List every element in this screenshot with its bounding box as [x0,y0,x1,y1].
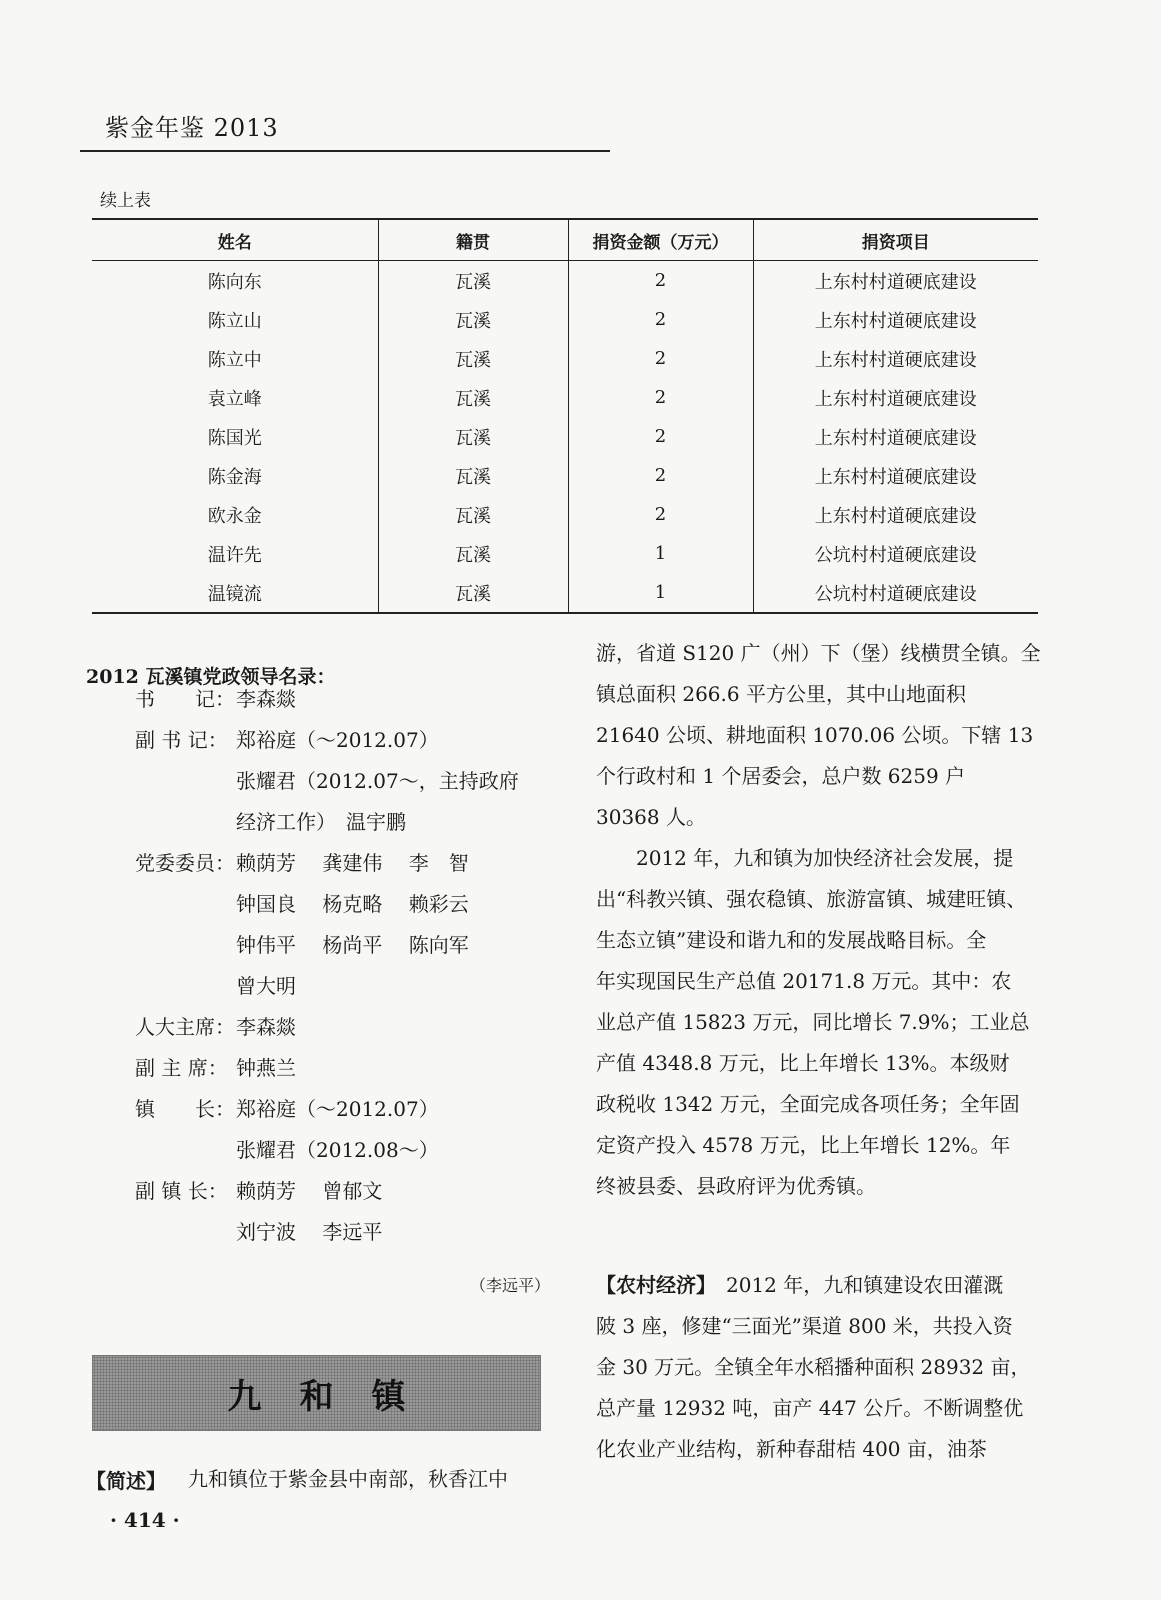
rural-line: 总产量 12932 吨，亩产 447 公斤。不断调整优 [596,1396,1024,1420]
table-row [92,300,1038,339]
table-row [92,378,1038,417]
donation-table [92,218,1038,614]
header-rule [80,150,610,152]
leader-names: 曾大明 [236,974,296,998]
overview-line: 镇总面积 266.6 平方公里，其中山地面积 [596,682,966,706]
cell-origin: 瓦溪 [378,300,568,339]
overview-line: 个行政村和 1 个居委会，总户数 6259 户 [596,764,966,788]
leader-names: 钟燕兰 [236,1056,296,1080]
table-row [92,339,1038,378]
leader-role: 副 书 记： [135,728,228,752]
cell-origin: 瓦溪 [378,378,568,417]
cell-name: 陈向东 [207,271,262,293]
overview-line: 游，省道 S120 广（州）下（堡）线横贯全镇。全 [596,641,1041,665]
table-row [92,573,1038,613]
leader-role: 人大主席： [135,1015,235,1039]
cell-origin: 瓦溪 [378,573,568,613]
table-row [92,495,1038,534]
leader-names: 郑裕庭（～2012.07） [236,1097,439,1121]
development-line: 年实现国民生产总值 20171.8 万元。其中：农 [596,969,1012,993]
rural-line: 金 30 万元。全镇全年水稻播种面积 28932 亩， [596,1355,1031,1379]
development-line: 定资产投入 4578 万元，比上年增长 12%。年 [596,1133,1011,1157]
cell-name: 陈国光 [207,427,262,449]
cell-amount: 2 [568,300,753,339]
leader-names: 郑裕庭（～2012.07） [236,728,439,752]
cell-project: 上东村村道硬底建设 [753,261,1038,301]
cell-name: 欧永金 [207,505,262,527]
leader-names: 钟国良 杨克略 赖彩云 [236,892,469,916]
cell-amount: 2 [568,339,753,378]
development-line: 终被县委、县政府评为优秀镇。 [596,1174,876,1198]
table-row [92,417,1038,456]
cell-name: 温镜流 [92,573,378,613]
cell-name: 陈金海 [207,466,262,488]
column-header-project: 捐资项目 [753,219,1038,261]
rural-economy-paragraph [596,1265,1058,1470]
cell-origin: 瓦溪 [378,456,568,495]
cell-project: 上东村村道硬底建设 [753,300,1038,339]
rural-first-line [596,1265,1058,1306]
leader-names: 钟伟平 杨尚平 陈向军 [236,933,469,957]
leader-names: 赖荫芳 曾郁文 [236,1179,383,1203]
cell-project: 上东村村道硬底建设 [753,456,1038,495]
rural-line: 陂 3 座，修建“三面光”渠道 800 米，共投入资 [596,1314,1013,1338]
town-section-banner [92,1355,541,1431]
leader-names: 经济工作） 温宇鹏 [236,810,406,834]
cell-amount: 2 [568,261,753,301]
cell-name: 陈立中 [207,349,262,371]
leader-role: 书 记： [135,687,235,711]
overview-text-right [596,633,1058,838]
development-line: 政税收 1342 万元，全面完成各项任务；全年固 [596,1092,1020,1116]
cell-name: 陈立山 [207,310,262,332]
table-row [92,261,1038,301]
leader-names: 李森燚 [236,1015,296,1039]
development-line: 2012 年，九和镇为加快经济社会发展，提 [596,846,1014,870]
cell-amount: 2 [568,456,753,495]
cell-amount: 1 [568,534,753,573]
leader-names: 张耀君（2012.08～） [236,1138,439,1162]
development-line: 业总产值 15823 万元，同比增长 7.9%；工业总 [596,1010,1030,1034]
table-caption: 续上表 [100,191,151,211]
cell-origin: 瓦溪 [378,417,568,456]
cell-project: 上东村村道硬底建设 [753,339,1038,378]
column-header-name: 姓名 [92,219,378,261]
leader-role: 副 主 席： [135,1056,228,1080]
development-paragraph [596,838,1058,1207]
development-line: 出“科教兴镇、强农稳镇、旅游富镇、城建旺镇、 [596,887,1027,911]
leader-role: 党委委员： [135,851,235,875]
cell-origin: 瓦溪 [378,339,568,378]
cell-project: 公坑村村道硬底建设 [753,534,1038,573]
cell-project: 上东村村道硬底建设 [753,417,1038,456]
leader-names: 刘宁波 李远平 [236,1220,383,1244]
cell-origin: 瓦溪 [378,495,568,534]
leader-names: 张耀君（2012.07～，主持政府 [236,769,519,793]
cell-origin: 瓦溪 [378,261,568,301]
cell-origin: 瓦溪 [378,534,568,573]
table-row [92,456,1038,495]
leader-names: 李森燚 [236,687,296,711]
leaders-heading: 2012 瓦溪镇党政领导名录： [86,666,336,688]
page-header-title: 紫金年鉴 2013 [105,114,279,142]
leader-role: 镇 长： [135,1097,235,1121]
rural-line: 化农业产业结构，新种春甜桔 400 亩，油茶 [596,1437,987,1461]
cell-amount: 2 [568,495,753,534]
page-number: · 414 · [110,1508,180,1532]
cell-project: 上东村村道硬底建设 [753,378,1038,417]
leader-role: 副 镇 长： [135,1179,228,1203]
cell-amount: 2 [568,378,753,417]
cell-name: 温许先 [207,544,262,566]
leaders-author: （李远平） [470,1276,551,1295]
leader-names: 赖荫芳 龚建伟 李 智 [236,851,469,875]
column-header-amount: 捐资金额（万元） [568,219,753,261]
cell-project: 上东村村道硬底建设 [753,495,1038,534]
rural-first-text: 2012 年，九和镇建设农田灌溉 [706,1273,1004,1297]
overview-line: 21640 公顷、耕地面积 1070.06 公顷。下辖 13 [596,723,1034,747]
table-header-row [92,219,1038,261]
overview-text-left: 九和镇位于紫金县中南部，秋香江中 [188,1467,508,1491]
town-section-title: 九和镇 [227,1376,444,1417]
overview-line: 30368 人。 [596,805,706,829]
cell-project: 公坑村村道硬底建设 [753,573,1038,613]
cell-amount: 1 [568,573,753,613]
development-line: 产值 4348.8 万元，比上年增长 13%。本级财 [596,1051,1010,1075]
development-line: 生态立镇”建设和谐九和的发展战略目标。全 [596,928,987,952]
rural-economy-label: 【农村经济】 [596,1273,706,1297]
table-row [92,534,1038,573]
overview-label: 【简述】 [86,1469,166,1493]
cell-name: 袁立峰 [207,388,262,410]
column-header-origin: 籍贯 [378,219,568,261]
cell-amount: 2 [568,417,753,456]
